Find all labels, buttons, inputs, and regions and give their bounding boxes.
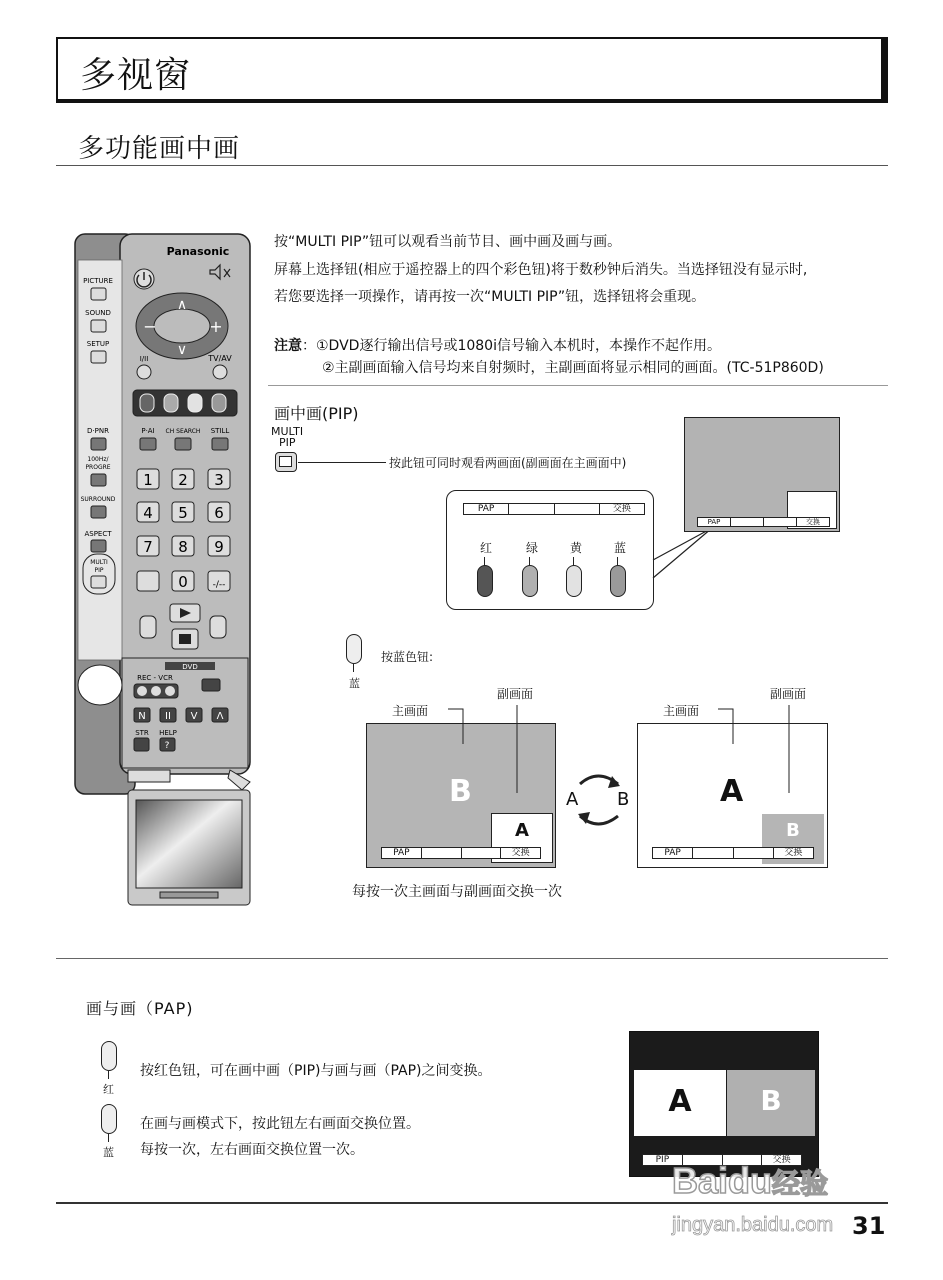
chsearch-label: CH SEARCH: [165, 428, 201, 435]
pap-red-key-stem: [108, 1071, 109, 1079]
blue-key-small: [346, 634, 362, 664]
pap-blue-key: [101, 1104, 117, 1134]
number-key-label: 5: [178, 504, 188, 522]
press-blue-label: 按蓝色钮:: [381, 650, 434, 664]
right-tv-bar: [652, 847, 814, 859]
number-key-0: [172, 571, 194, 591]
number-key-label: 9: [214, 538, 224, 556]
right-bar-empty-1: [692, 848, 732, 858]
pap-blue-label: 蓝: [103, 1146, 114, 1159]
left-main-label: 主画面: [392, 704, 429, 718]
pai-button: [140, 438, 156, 450]
pap-blue-desc-1: 在画与画模式下，按此钮左右画面交换位置。: [140, 1116, 420, 1132]
section-title: 多功能画中画: [78, 134, 241, 164]
sound-label: SOUND: [85, 309, 111, 317]
tvav-label: TV/AV: [208, 354, 232, 363]
number-key-6: [208, 502, 230, 522]
help-label: HELP: [159, 729, 177, 737]
bar-swap: 交换: [599, 504, 644, 514]
vcr-key-label: V: [190, 711, 198, 722]
pap-red-key: [101, 1041, 117, 1071]
pap-left-letter: A: [668, 1084, 692, 1119]
section-divider: [56, 165, 888, 166]
sound-button: [91, 320, 106, 332]
right-main-letter: A: [720, 774, 744, 809]
remote-brand: Panasonic: [166, 245, 230, 258]
pap-blue-desc-2: 每按一次，左右画面交换位置一次。: [140, 1142, 364, 1158]
green-key: [522, 565, 538, 597]
forward-button: [210, 616, 226, 638]
progressive-button: [91, 474, 106, 486]
vcr-key-label: N: [138, 711, 146, 722]
text-button: [137, 571, 159, 591]
tv-pip-screen: [684, 417, 840, 532]
pap-blue-key-stem: [108, 1134, 109, 1142]
pip-label: PIP: [94, 567, 104, 574]
input-toggle-label: I/II: [139, 355, 149, 363]
intro-line-1: 按“MULTI PIP”钮可以观看当前节目、画中画及画与画。: [274, 234, 622, 250]
setup-label: SETUP: [86, 340, 110, 348]
tv-bar-pap: PAP: [707, 518, 721, 526]
yellow-button: [188, 394, 202, 412]
right-sub-label: 副画面: [770, 687, 807, 701]
vcr-key: [186, 708, 202, 722]
color-button-callout: [446, 490, 654, 610]
number-key-label: 7: [143, 538, 153, 556]
bar-pap: PAP: [477, 504, 495, 514]
left-bar-swap: 交换: [500, 848, 540, 858]
note-label: 注意: [274, 338, 302, 354]
picture-label: PICTURE: [83, 277, 113, 285]
watermark-logo: [672, 1160, 828, 1202]
right-bar-swap: 交换: [773, 848, 813, 858]
still-label: STILL: [210, 427, 230, 435]
dpad-center: [154, 309, 210, 343]
red-button: [140, 394, 154, 412]
cover-hinge-left: [128, 770, 170, 782]
tv-pip-bar: [697, 517, 830, 527]
multi-pip-caption: [271, 426, 303, 448]
swap-letter-a: A: [566, 789, 579, 810]
number-key-label: 3: [214, 471, 224, 489]
label-red: 红: [480, 541, 493, 555]
input-toggle-button: [137, 365, 151, 379]
multi-pip-button: [91, 576, 106, 588]
left-leader-lines: [440, 700, 560, 800]
number-key-label: 6: [214, 504, 224, 522]
label-yellow: 黄: [570, 541, 583, 555]
aspect-button: [91, 540, 106, 552]
number-key-7: [137, 536, 159, 556]
left-sub-label: 副画面: [497, 687, 534, 701]
str-label: STR: [135, 729, 149, 737]
label-blue: 蓝: [614, 541, 627, 555]
multi-pip-description: 按此钮可同时观看两画面(副画面在主画面中): [389, 456, 627, 470]
intro-line-2: 屏幕上选择钮(相应于遥控器上的四个彩色钮)将于数秒钟后消失。当选择钮没有显示时,: [274, 262, 808, 278]
dpad-up: ∧: [176, 297, 188, 313]
note-text-1: ：①DVD逐行输出信号或1080i信号输入本机时，本操作不起作用。: [302, 338, 721, 354]
pap-right-letter: B: [760, 1084, 782, 1117]
pap-bar-swap: 交换: [761, 1155, 801, 1165]
yellow-key-stem: [573, 557, 574, 566]
hz-label-1: 100Hz/: [87, 456, 109, 463]
dpad-right: +: [209, 317, 223, 336]
green-button: [164, 394, 178, 412]
hz-label-2: PROGRE: [85, 464, 111, 471]
vcr-key-label: Λ: [216, 711, 224, 722]
number-key--/--: [208, 571, 230, 591]
number-key-label: 8: [178, 538, 188, 556]
left-bar-empty-2: [461, 848, 501, 858]
right-sub-letter: B: [786, 820, 800, 841]
dvd-label: DVD: [182, 663, 198, 671]
pap-heading: 画与画（PAP): [86, 999, 194, 1018]
cover-mirror: [136, 800, 242, 888]
dpnr-button: [91, 438, 106, 450]
setup-button: [91, 351, 106, 363]
left-sub-letter: A: [515, 820, 529, 841]
pap-right-window: [727, 1070, 815, 1136]
pap-bar-pip: PIP: [655, 1155, 670, 1165]
multi-label: MULTI: [90, 559, 108, 566]
tv-bar-empty-2: [763, 518, 796, 526]
note-line-2: ②主副画面输入信号均来自射频时，主副画面将显示相同的画面。(TC-51P860D): [322, 360, 824, 376]
blue-key: [610, 565, 626, 597]
dpnr-label: D·PNR: [87, 427, 109, 435]
number-key-4: [137, 502, 159, 522]
picture-button: [91, 288, 106, 300]
pap-divider: [56, 958, 888, 959]
footer-rule: [56, 1202, 888, 1204]
right-main-label: 主画面: [663, 704, 700, 718]
bar-empty-2: [554, 504, 599, 514]
aspect-label: ASPECT: [84, 530, 112, 538]
note-line-1: [274, 336, 721, 356]
cover-tab: [160, 892, 218, 898]
title-box: [56, 37, 888, 103]
watermark-url: jingyan.baidu.com: [672, 1214, 834, 1236]
right-leader-lines: [710, 700, 830, 800]
multi-pip-leader: [298, 462, 386, 463]
vcr-key-label: II: [165, 711, 171, 722]
watermark-du: du: [728, 1160, 773, 1201]
red-key: [477, 565, 493, 597]
green-key-stem: [529, 557, 530, 566]
watermark-bai: Bai: [672, 1160, 729, 1201]
left-tv-bar: [381, 847, 541, 859]
number-key-label: 4: [143, 504, 153, 522]
number-key-5: [172, 502, 194, 522]
still-button: [212, 438, 228, 450]
red-key-stem: [484, 557, 485, 566]
tvav-button: [213, 365, 227, 379]
tv-bar-swap: 交换: [796, 518, 829, 526]
vcr-key: [160, 708, 176, 722]
str-button: [134, 738, 149, 751]
bar-empty-1: [508, 504, 553, 514]
dpad-down: ∨: [176, 342, 188, 358]
chsearch-button: [175, 438, 191, 450]
number-key-9: [208, 536, 230, 556]
rewind-button: [140, 616, 156, 638]
pip-selection-bar: [463, 503, 645, 515]
pap-red-label: 红: [103, 1083, 114, 1096]
multi-pip-caption-2: PIP: [279, 436, 296, 449]
number-key-8: [172, 536, 194, 556]
remote-control: [70, 230, 262, 910]
dpad-left: −: [143, 317, 157, 336]
vcr-key: [212, 708, 228, 722]
pap-red-desc: 按红色钮，可在画中画（PIP)与画与画（PAP)之间变换。: [140, 1063, 492, 1079]
page-number: 31: [852, 1212, 886, 1240]
number-key-label: 2: [178, 471, 188, 489]
intro-line-3: 若您要选择一项操作，请再按一次“MULTI PIP”钮，选择钮将会重现。: [274, 289, 706, 305]
page-title: 多视窗: [80, 55, 192, 96]
pip-heading: 画中画(PIP): [274, 404, 359, 423]
number-key-2: [172, 469, 194, 489]
intro-divider: [268, 385, 888, 386]
vcr-key: [134, 708, 150, 722]
rec-vcr-label: REC - VCR: [137, 674, 173, 682]
multi-pip-caption-1: MULTI: [271, 425, 304, 438]
yellow-key: [566, 565, 582, 597]
right-bar-empty-2: [733, 848, 773, 858]
swap-caption: 每按一次主画面与副画面交换一次: [352, 884, 562, 900]
pip-icon: [279, 456, 292, 467]
vcr-button: [151, 686, 161, 696]
surround-button: [91, 506, 106, 518]
left-bar-empty-1: [421, 848, 461, 858]
watermark-jingyan: 经验: [772, 1168, 829, 1199]
blue-key-stem: [617, 557, 618, 566]
power-vcr-button: [165, 686, 175, 696]
right-bar-pap: PAP: [664, 848, 681, 858]
number-key-3: [208, 469, 230, 489]
pap-left-window: [634, 1070, 726, 1136]
pai-label: P·AI: [141, 427, 155, 435]
blue-button: [212, 394, 226, 412]
multi-pip-key: [275, 452, 297, 472]
label-green: 绿: [526, 541, 539, 555]
blue-key-small-stem: [353, 664, 354, 672]
number-key-label: 0: [178, 573, 188, 591]
help-key: ?: [164, 741, 170, 751]
tv-bar-empty-1: [730, 518, 763, 526]
number-key-label: -/--: [212, 580, 226, 590]
number-key-label: 1: [143, 471, 153, 489]
left-bar-pap: PAP: [393, 848, 410, 858]
watermark-paw: [728, 1160, 772, 1202]
swap-letter-b: B: [617, 789, 630, 810]
remote-strap-hole: [78, 665, 122, 705]
surround-label: SURROUND: [80, 496, 116, 503]
pap-tv-screen: [629, 1031, 819, 1177]
rec-button: [137, 686, 147, 696]
number-key-1: [137, 469, 159, 489]
dvd-switch: [202, 679, 220, 691]
stop-icon: [179, 634, 191, 644]
left-main-letter: B: [449, 774, 472, 809]
blue-key-small-label: 蓝: [349, 677, 360, 690]
